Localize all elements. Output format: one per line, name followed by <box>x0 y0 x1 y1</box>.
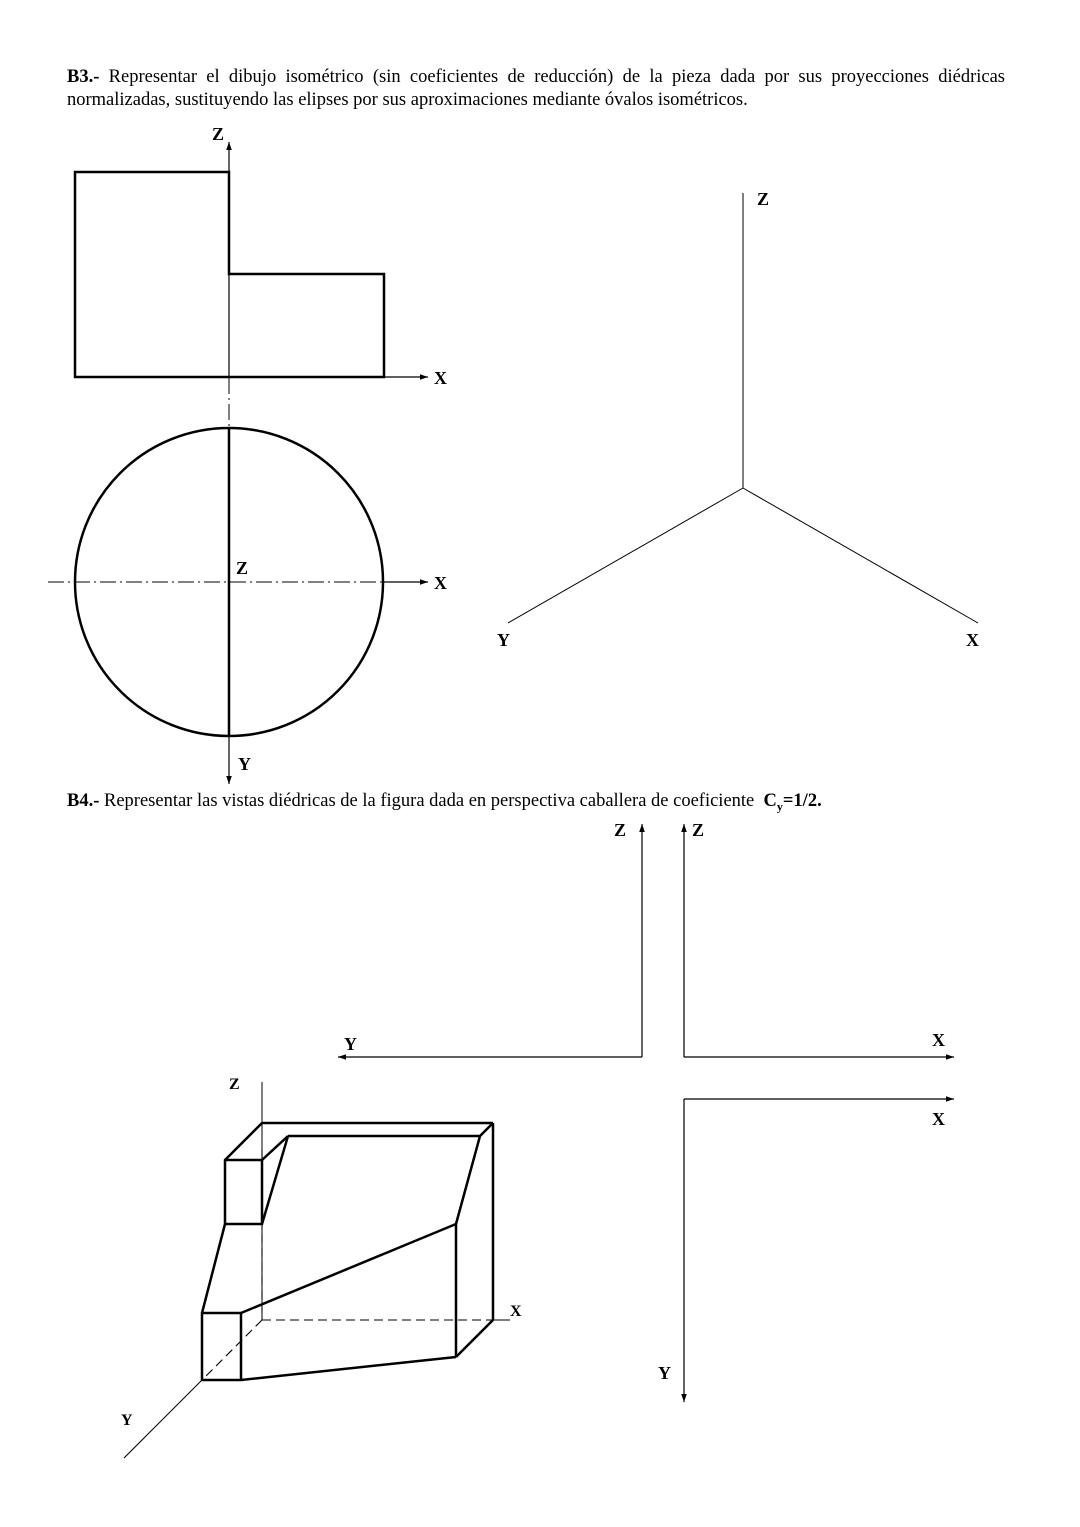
b3-text: Representar el dibujo isométrico (sin coeficientes de reducción) de la pieza dada por sus proyecciones diédricas normalizadas, sustituyendo las elipses por sus aproximaciones mediante óvalos isométricos. <box>67 67 1005 110</box>
cab-x-label: X <box>510 1303 522 1320</box>
b4-label: B4.- <box>67 791 100 811</box>
elevation-x-label: X <box>434 368 447 388</box>
b4-text: Representar las vistas diédricas de la figura dada en perspectiva caballera de coeficiente <box>104 791 755 811</box>
cab-visible-edges <box>202 1123 493 1380</box>
b4-caballera-figure <box>121 1076 522 1458</box>
iso-x-label: X <box>966 630 979 650</box>
view-x-label-lower: X <box>932 1109 945 1129</box>
coef-symbol: C <box>763 791 777 811</box>
plan-y-label: Y <box>238 754 251 774</box>
coef-value: =1/2. <box>782 791 822 811</box>
view-x-label-right: X <box>932 1030 945 1050</box>
view-z-label-left: Z <box>614 820 627 840</box>
iso-y-label: Y <box>497 630 510 650</box>
cab-z-label: Z <box>229 1076 240 1093</box>
iso-y-axis <box>508 488 743 623</box>
b3-label: B3.- <box>67 67 100 87</box>
b3-elevation-view <box>75 124 447 428</box>
view-z-label-right: Z <box>692 820 705 840</box>
plan-x-label: X <box>434 573 447 593</box>
iso-x-axis <box>743 488 978 623</box>
cab-y-axis <box>124 1380 202 1458</box>
view-y-label-lower: Y <box>658 1363 671 1383</box>
b3-plan-view <box>48 428 447 784</box>
iso-z-label: Z <box>757 189 770 209</box>
b4-view-axes <box>338 820 954 1402</box>
view-y-label-left: Y <box>344 1034 357 1054</box>
coef-sub: y <box>776 799 783 814</box>
b3-isometric-axes <box>497 189 979 650</box>
plan-z-label: Z <box>236 558 249 578</box>
cab-y-label: Y <box>121 1412 133 1429</box>
elevation-z-label: Z <box>212 124 225 144</box>
cab-hidden-edges <box>202 1150 493 1380</box>
